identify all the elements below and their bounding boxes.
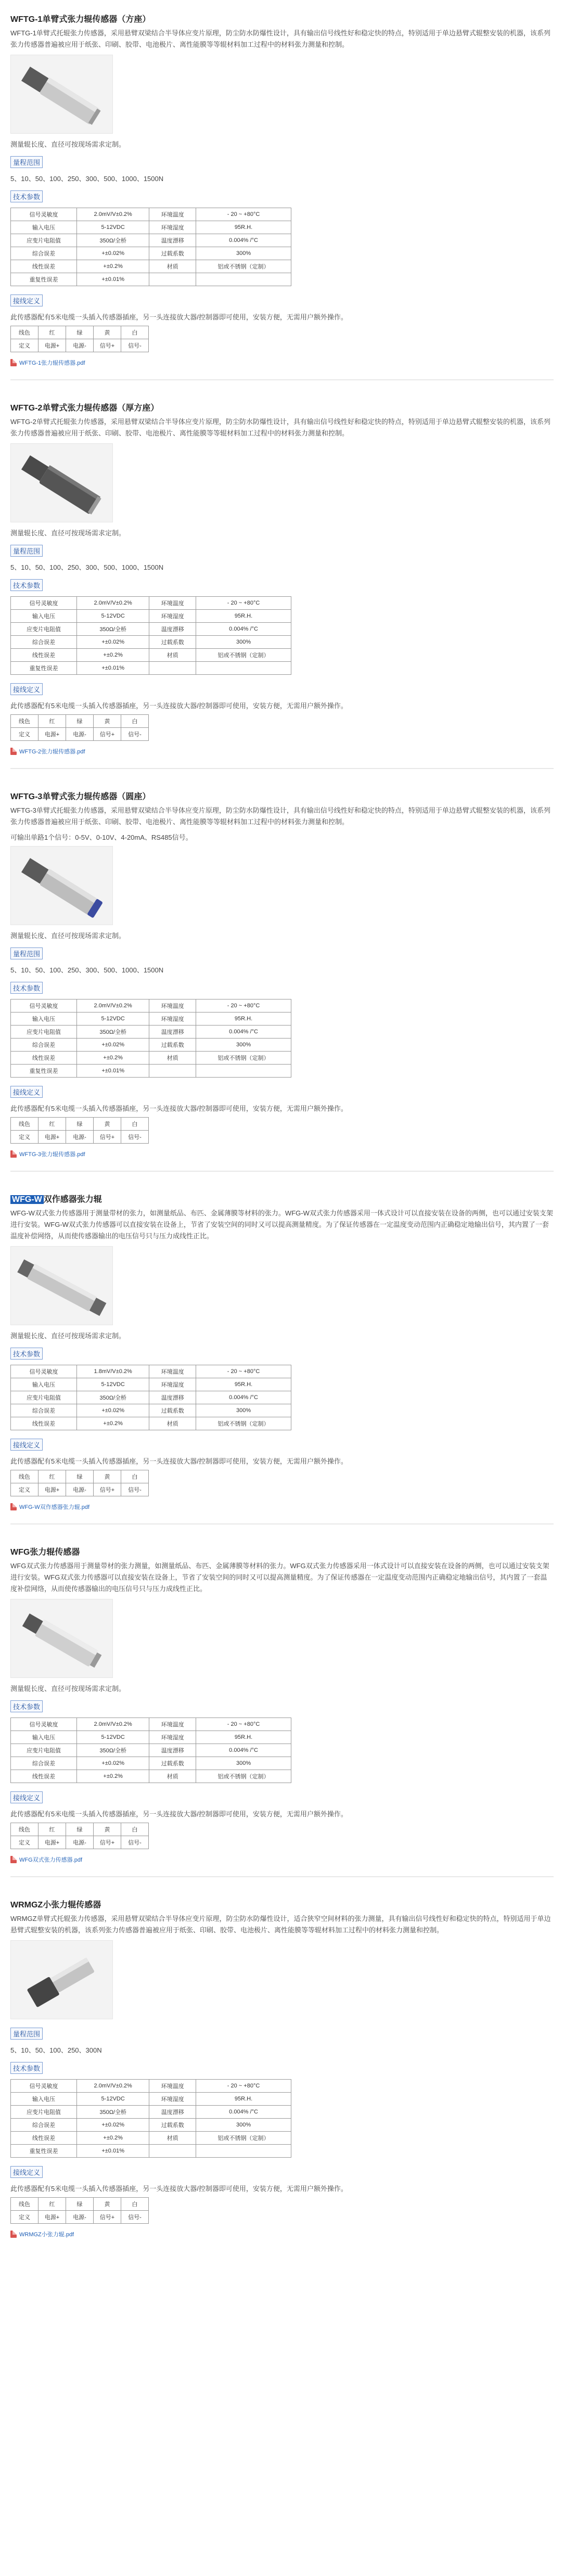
table-row: 定义 电源+ 电源- 信号+ 信号- (11, 1836, 149, 1849)
table-row: 定义 电源+ 电源- 信号+ 信号- (11, 339, 149, 352)
table-row: 应变片电阻值 350Ω/全桥 温度漂移 0.004% /°C (11, 1391, 291, 1404)
table-row: 应变片电阻值 350Ω/全桥 温度漂移 0.004% /°C (11, 1026, 291, 1039)
tech-heading: 技术参数 (10, 1348, 43, 1360)
roller-illustration (11, 1941, 112, 2019)
table-row: 定义 电源+ 电源- 信号+ 信号- (11, 1483, 149, 1496)
table-row: 定义 电源+ 电源- 信号+ 信号- (11, 2211, 149, 2224)
table-row: 信号灵敏度 2.0mV/V±0.2% 环境温度 - 20 ~ +80°C (11, 597, 291, 610)
product-title: WFTG-3单臂式张力辊传感器（圆座） (10, 792, 151, 801)
output-signal-note: 可输出单路1个信号：0-5V、0-10V、4-20mA、RS485信号。 (10, 834, 193, 841)
table-row: 线性误差 +±0.2% 材质 铝或不锈钢（定制） (11, 1052, 291, 1065)
title-highlight: WFG-W (10, 1195, 44, 1204)
table-row: 信号灵敏度 1.8mV/V±0.2% 环境温度 - 20 ~ +80°C (11, 1365, 291, 1378)
roller-illustration (11, 55, 112, 133)
table-row: 定义 电源+ 电源- 信号+ 信号- (11, 728, 149, 741)
product-description: WFTG-1单臂式托辊张力传感器，采用悬臂双梁结合半导体应变片原理，防尘防水防爆性设计，具有输出信号线性好和稳定快的特点，特别适用于单边悬臂式辊整安装的机器，该系列张力传感器普遍被应用于纸张、印刷、胶带、电池极片、离性能膜等等辊材料加工过程中的材料张力测量和控制。 (10, 29, 550, 48)
table-row: 信号灵敏度 2.0mV/V±0.2% 环境温度 - 20 ~ +80°C (11, 999, 291, 1013)
product-wfg-w (10, 1193, 554, 1524)
wiring-description: 此传感器配有5米电缆一头插入传感器插座，另一头连接放大器/控制器即可使用，安装方便，无需用户额外操作。 (10, 1457, 348, 1465)
ranges-heading: 量程范围 (10, 947, 43, 959)
roller-illustration (11, 1599, 112, 1677)
table-row: 综合误差 +±0.02% 过载系数 300% (11, 2119, 291, 2132)
wiring-table (10, 714, 149, 741)
tech-heading: 技术参数 (10, 982, 43, 994)
table-row: 综合误差 +±0.02% 过载系数 300% (11, 1404, 291, 1417)
table-row: 输入电压 5-12VDC 环境湿度 95R.H. (11, 610, 291, 623)
ranges-value: 5、10、50、100、250、300、500、1000、1500N (10, 175, 164, 183)
table-row: 重复性误差 +±0.01% (11, 2145, 291, 2158)
product-description: WFG双式张力传感器用于测量带材的张力测量，如测量纸品、布匹、金属薄膜等材料的张力。WFG双式张力传感器采用一体式设计可以直接安装在设备的两侧，也可以通过安装支架进行安装。WFG双式张力传感器可以直接安装在设备上，节省了安装空间的同时又可以提高测量精度。为了保证传感器在一定温度变动范围内正确稳定地输出信号，其内置了一套温度补偿网络，从而使传感器输出的电压信号只与压力成线性正比。 (10, 1562, 549, 1593)
product-title (10, 1193, 554, 1204)
product-description: WFTG-2单臂式托辊张力传感器，采用悬臂双梁结合半导体应变片原理，防尘防水防爆性设计，具有输出信号线性好和稳定快的特点，特别适用于单边悬臂式辊整安装的机器，该系列张力传感器普遍被应用于纸张、印刷、胶带、电池极片、离性能膜等等辊材料加工过程中的材料张力测量和控制。 (10, 418, 550, 437)
table-row: 综合误差 +±0.02% 过载系数 300% (11, 1757, 291, 1770)
ranges-value: 5、10、50、100、250、300、500、1000、1500N (10, 563, 164, 571)
tech-heading: 技术参数 (10, 579, 43, 591)
custom-note: 测量辊长度、直径可按现场需求定制。 (10, 140, 126, 148)
product-photo (10, 1940, 113, 2019)
table-row: 输入电压 5-12VDC 环境湿度 95R.H. (11, 1731, 291, 1744)
product-photo (10, 1599, 113, 1678)
spec-table (10, 1365, 291, 1430)
product-wfg (10, 1545, 554, 1877)
custom-note: 测量辊长度、直径可按现场需求定制。 (10, 529, 126, 537)
roller-illustration (11, 847, 112, 925)
wiring-table (10, 1470, 149, 1496)
table-row: 重复性误差 +±0.01% (11, 662, 291, 675)
table-row: 信号灵敏度 2.0mV/V±0.2% 环境温度 - 20 ~ +80°C (11, 2080, 291, 2093)
table-row: 综合误差 +±0.02% 过载系数 300% (11, 1039, 291, 1052)
table-row: 线色 红 绿 黄 白 (11, 715, 149, 728)
ranges-value: 5、10、50、100、250、300N (10, 2046, 102, 2054)
table-row: 线色 红 绿 黄 白 (11, 2198, 149, 2211)
spec-table (10, 208, 291, 286)
wiring-table (10, 1117, 149, 1144)
tech-heading: 技术参数 (10, 1700, 43, 1712)
pdf-file-icon (10, 1856, 17, 1863)
table-row: 线性误差 +±0.2% 材质 铝或不锈钢（定制） (11, 1770, 291, 1783)
table-row: 应变片电阻值 350Ω/全桥 温度漂移 0.004% /°C (11, 234, 291, 247)
product-photo (10, 846, 113, 925)
table-row: 线性误差 +±0.2% 材质 铝或不锈钢（定制） (11, 649, 291, 662)
roller-illustration (11, 444, 112, 522)
wiring-table (10, 1823, 149, 1849)
wiring-table (10, 326, 149, 352)
ranges-heading: 量程范围 (10, 2028, 43, 2040)
wiring-heading: 接线定义 (10, 683, 43, 695)
custom-note: 测量辊长度、直径可按现场需求定制。 (10, 1685, 126, 1693)
product-photo (10, 55, 113, 134)
table-row: 线性误差 +±0.2% 材质 铝或不锈钢（定制） (11, 1417, 291, 1430)
pdf-file-icon (10, 748, 17, 755)
product-title: WFTG-1单臂式张力辊传感器（方座） (10, 15, 151, 24)
product-wftg-2 (10, 401, 554, 769)
wiring-heading: 接线定义 (10, 1439, 43, 1451)
wiring-heading: 接线定义 (10, 2166, 43, 2178)
custom-note: 测量辊长度、直径可按现场需求定制。 (10, 1332, 126, 1340)
pdf-file-icon (10, 1503, 17, 1510)
table-row: 输入电压 5-12VDC 环境湿度 95R.H. (11, 221, 291, 234)
product-photo (10, 443, 113, 522)
table-row: 信号灵敏度 2.0mV/V±0.2% 环境温度 - 20 ~ +80°C (11, 1718, 291, 1731)
product-wrmgz (10, 1898, 554, 2251)
table-row: 线性误差 +±0.2% 材质 铝或不锈钢（定制） (11, 2132, 291, 2145)
pdf-file-icon (10, 359, 17, 366)
table-row: 线色 红 绿 黄 白 (11, 326, 149, 339)
wiring-description: 此传感器配有5米电缆一头插入传感器插座，另一头连接放大器/控制器即可使用，安装方便，无需用户额外操作。 (10, 2185, 348, 2193)
table-row: 应变片电阻值 350Ω/全桥 温度漂移 0.004% /°C (11, 2106, 291, 2119)
wiring-heading: 接线定义 (10, 294, 43, 306)
custom-note: 测量辊长度、直径可按现场需求定制。 (10, 932, 126, 940)
product-wftg-1 (10, 12, 554, 380)
pdf-download-link[interactable]: WFTG-3张力辊传感器.pdf (10, 1150, 554, 1158)
ranges-heading: 量程范围 (10, 545, 43, 557)
table-row: 线性误差 +±0.2% 材质 铝或不锈钢（定制） (11, 260, 291, 273)
product-wftg-3 (10, 790, 554, 1172)
product-title: WFTG-2单臂式张力辊传感器（厚方座） (10, 404, 159, 413)
table-row: 重复性误差 +±0.01% (11, 1065, 291, 1078)
pdf-download-link[interactable]: WFTG-2张力辊传感器.pdf (10, 747, 554, 755)
pdf-file-icon (10, 2231, 17, 2238)
table-row: 输入电压 5-12VDC 环境湿度 95R.H. (11, 1013, 291, 1026)
table-row: 定义 电源+ 电源- 信号+ 信号- (11, 1131, 149, 1144)
product-title: WFG张力辊传感器 (10, 1548, 80, 1557)
tech-heading: 技术参数 (10, 190, 43, 202)
table-row: 应变片电阻值 350Ω/全桥 温度漂移 0.004% /°C (11, 1744, 291, 1757)
table-row: 综合误差 +±0.02% 过载系数 300% (11, 636, 291, 649)
table-row: 输入电压 5-12VDC 环境湿度 95R.H. (11, 1378, 291, 1391)
product-title: WRMGZ小张力辊传感器 (10, 1901, 101, 1909)
wiring-heading: 接线定义 (10, 1086, 43, 1098)
ranges-value: 5、10、50、100、250、300、500、1000、1500N (10, 966, 164, 974)
ranges-heading: 量程范围 (10, 156, 43, 168)
spec-table (10, 2079, 291, 2158)
wiring-table (10, 2197, 149, 2224)
pdf-download-link[interactable]: WFG双式张力传感器.pdf (10, 1855, 554, 1864)
table-row: 应变片电阻值 350Ω/全桥 温度漂移 0.004% /°C (11, 623, 291, 636)
pdf-download-link[interactable]: WFTG-1张力辊传感器.pdf (10, 358, 554, 367)
product-photo (10, 1246, 113, 1325)
table-row: 线色 红 绿 黄 白 (11, 1470, 149, 1483)
product-description: WFG-W双式张力传感器用于测量带材的张力，如测量纸品、布匹、金属薄膜等材料的张力。WFG-W双式张力传感器采用一体式设计可以直接安装在设备的两侧，也可以通过安装支架进行安装。WFG-W双式张力传感器可以直接安装在设备上，节省了安装空间的同时又可以提高测量精度。为了保证传感器在一定温度变动范围内正确稳定地输出信号，其内置了一套温度补偿网络，从而使传感器输出的电压信号只与压力成线性正比。 (10, 1209, 553, 1240)
wiring-description: 此传感器配有5米电缆一头插入传感器插座，另一头连接放大器/控制器即可使用，安装方便，无需用户额外操作。 (10, 1810, 348, 1818)
pdf-download-link[interactable]: WRMGZ小张力辊.pdf (10, 2230, 554, 2238)
wiring-description: 此传感器配有5米电缆一头插入传感器插座，另一头连接放大器/控制器即可使用，安装方便，无需用户额外操作。 (10, 1105, 348, 1112)
table-row: 信号灵敏度 2.0mV/V±0.2% 环境温度 - 20 ~ +80°C (11, 208, 291, 221)
product-description: WFTG-3单臂式托辊张力传感器，采用悬臂双梁结合半导体应变片原理，防尘防水防爆性设计，具有输出信号线性好和稳定快的特点，特别适用于单边悬臂式辊整安装的机器，该系列张力传感器普遍被应用于纸张、印刷、胶带、电池极片、离性能膜等等辊材料加工过程中的材料张力测量和控制。 (10, 806, 550, 826)
table-row: 输入电压 5-12VDC 环境湿度 95R.H. (11, 2093, 291, 2106)
product-description: WRMGZ单臂式托辊张力传感器，采用悬臂双梁结合半导体应变片原理，防尘防水防爆性设计，适合狭窄空间材料的张力测量，具有输出信号线性好和稳定快的特点，特别适用于单边悬臂式辊整安装的机器，该系列张力传感器普遍被应用于纸张、印刷、胶带、电池极片、离性能膜等等辊材料加工过程中的材料张力测量和控制。 (10, 1915, 551, 1934)
table-row: 重复性误差 +±0.01% (11, 273, 291, 286)
title-rest: 双作感器张力辊 (43, 1195, 102, 1204)
wiring-heading: 接线定义 (10, 1791, 43, 1803)
table-row: 线色 红 绿 黄 白 (11, 1823, 149, 1836)
wiring-description: 此传感器配有5米电缆一头插入传感器插座，另一头连接放大器/控制器即可使用，安装方便，无需用户额外操作。 (10, 702, 348, 710)
roller-illustration (11, 1247, 112, 1325)
spec-table (10, 999, 291, 1078)
tech-heading: 技术参数 (10, 2062, 43, 2074)
wiring-description: 此传感器配有5米电缆一头插入传感器插座，另一头连接放大器/控制器即可使用，安装方便，无需用户额外操作。 (10, 313, 348, 321)
table-row: 综合误差 +±0.02% 过载系数 300% (11, 247, 291, 260)
pdf-file-icon (10, 1150, 17, 1158)
pdf-download-link[interactable]: WFG-W双作感器张力辊.pdf (10, 1503, 554, 1511)
spec-table (10, 596, 291, 675)
table-row: 线色 红 绿 黄 白 (11, 1118, 149, 1131)
spec-table (10, 1718, 291, 1783)
